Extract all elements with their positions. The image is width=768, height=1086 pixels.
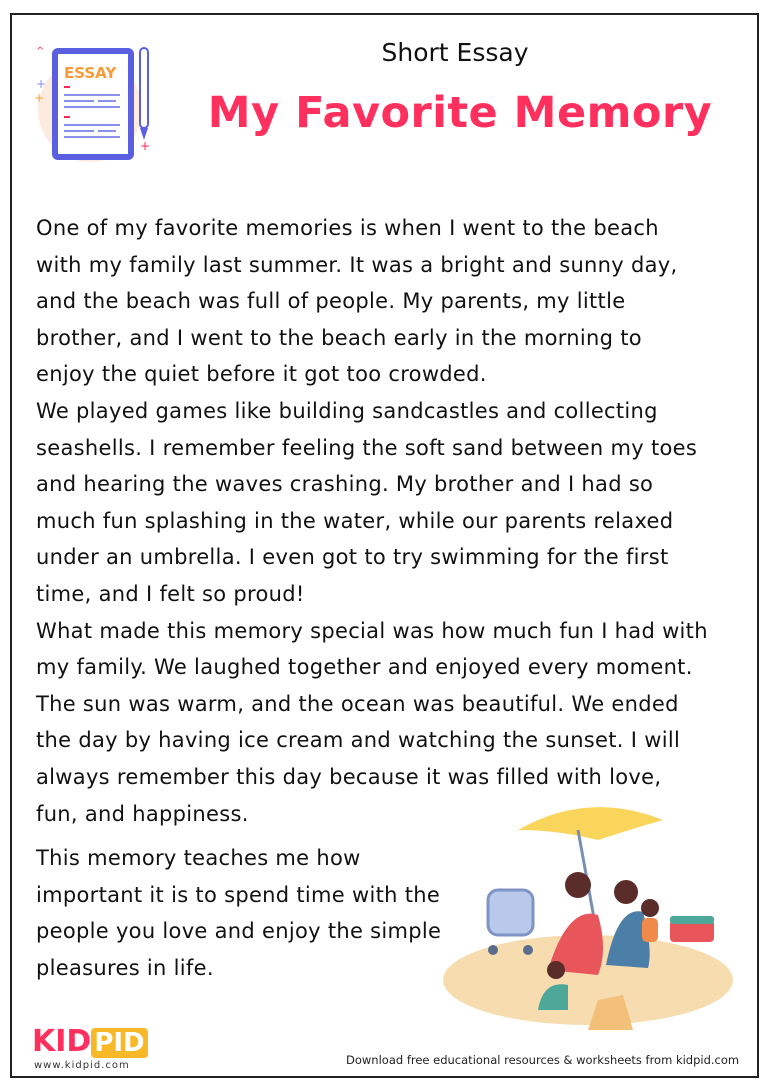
- footer-note: Download free educational resources & worksheets from kidpid.com: [346, 1053, 740, 1067]
- text-line: What made this memory special was how much fun I had with: [36, 618, 708, 643]
- text-line: fun, and happiness.: [36, 801, 249, 826]
- kidpid-logo[interactable]: [32, 1024, 148, 1059]
- text-line: always remember this day because it was filled with love,: [36, 764, 662, 789]
- text-line: seashells. I remember feeling the soft sand between my toes: [36, 435, 698, 460]
- text-line: important it is to spend time with the: [36, 882, 441, 907]
- paragraph-1: [36, 210, 708, 393]
- essay-icon-label: ESSAY: [64, 64, 117, 82]
- subtitle: Short Essay: [381, 38, 529, 67]
- logo-pid-text: PID: [91, 1028, 147, 1058]
- text-line: under an umbrella. I even got to try swimming for the first: [36, 545, 669, 570]
- page-title: My Favorite Memory: [207, 88, 713, 138]
- essay-document-icon: [30, 40, 160, 170]
- text-line: We played games like building sandcastles and collecting: [36, 398, 658, 423]
- text-line: and the beach was full of people. My parents, my little: [36, 289, 626, 314]
- text-line: with my family last summer. It was a bright and sunny day,: [36, 252, 678, 277]
- paragraph-2: [36, 393, 708, 613]
- text-line: people you love and enjoy the simple: [36, 919, 442, 944]
- text-line: The sun was warm, and the ocean was beautiful. We ended: [36, 691, 679, 716]
- svg-text:+: +: [140, 139, 151, 153]
- text-line: much fun splashing in the water, while our parents relaxed: [36, 508, 674, 533]
- text-line: brother, and I went to the beach early in the morning to: [36, 325, 642, 350]
- svg-text:+: +: [36, 77, 47, 91]
- text-line: One of my favorite memories is when I went to the beach: [36, 216, 659, 240]
- text-line: and hearing the waves crashing. My brother and I had so: [36, 472, 654, 497]
- text-line: the day by having ice cream and watching the sunset. I will: [36, 728, 681, 753]
- website-url[interactable]: www.kidpid.com: [34, 1060, 130, 1071]
- text-line: This memory teaches me how: [36, 846, 361, 871]
- text-line: pleasures in life.: [36, 955, 214, 980]
- text-line: time, and I felt so proud!: [36, 581, 305, 606]
- logo-kid-text: KID: [32, 1024, 92, 1059]
- text-line: my family. We laughed together and enjoyed every moment.: [36, 655, 693, 680]
- beach-family-illustration: [438, 800, 738, 1040]
- svg-text:+: +: [34, 91, 45, 105]
- text-line: enjoy the quiet before it got too crowded.: [36, 362, 487, 387]
- svg-text:^: ^: [36, 46, 45, 57]
